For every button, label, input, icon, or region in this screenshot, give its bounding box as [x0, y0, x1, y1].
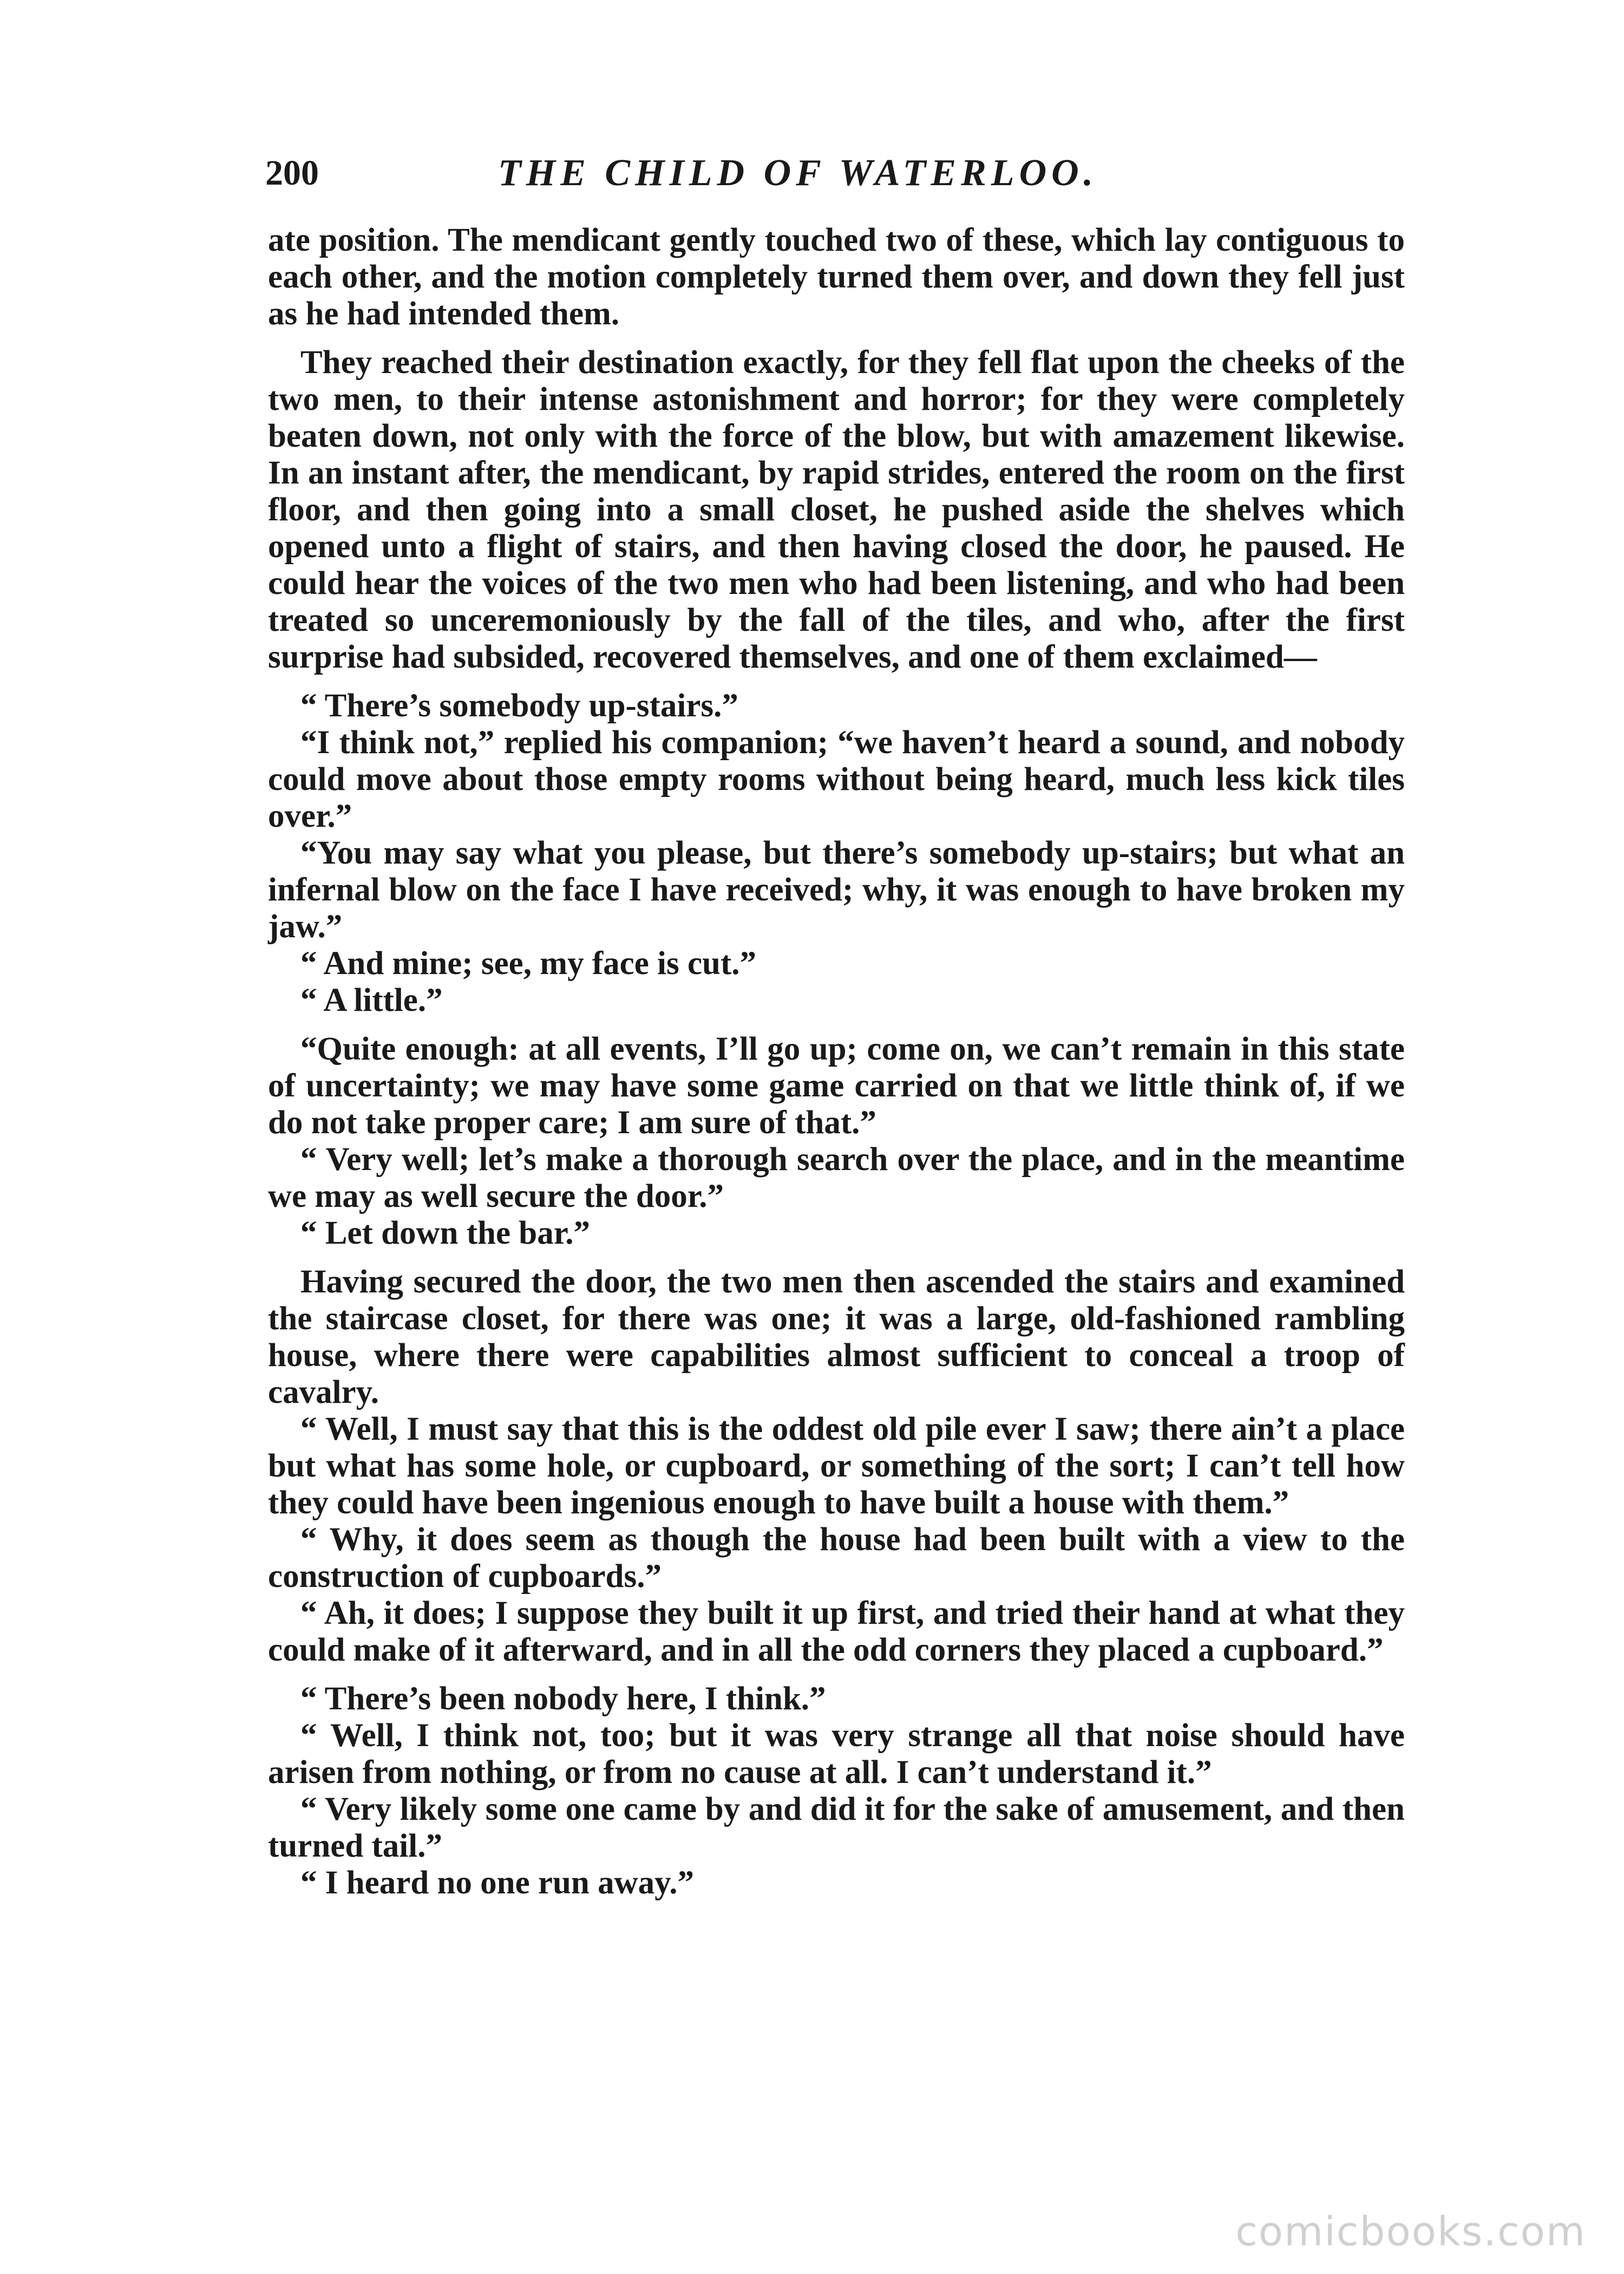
dialogue-line: “I think not,” replied his companion; “we haven’t heard a sound, and nobody could move about those empty rooms without being heard, much less kick tiles over.” — [268, 724, 1405, 834]
dialogue-line: “ Well, I think not, too; but it was very strange all that noise should have arisen from nothing, or from no cause at all. I can’t understand it.” — [268, 1717, 1405, 1791]
dialogue-line: “ Ah, it does; I suppose they built it up first, and tried their hand at what they could make of it afterward, and in all the odd corners they placed a cupboard.” — [268, 1595, 1405, 1668]
dialogue-line: “You may say what you please, but there’s somebody up-stairs; but what an infernal blow on the face I have received; why, it was enough to have broken my jaw.” — [268, 835, 1405, 945]
dialogue-line: “ Why, it does seem as though the house had been built with a view to the construction of cupboards.” — [268, 1521, 1405, 1595]
running-head — [265, 149, 1413, 198]
dialogue-line: “Quite enough: at all events, I’ll go up; come on, we can’t remain in this state of uncertainty; we may have some game carried on that we little think of, if we do not take proper care; I am sure of that.” — [268, 1031, 1405, 1141]
dialogue-line: “ Very well; let’s make a thorough search over the place, and in the meantime we may as well secure the door.” — [268, 1141, 1405, 1214]
site-watermark: comicbooks.com — [1235, 2208, 1586, 2255]
dialogue-line: “ There’s somebody up-stairs.” — [300, 688, 738, 724]
dialogue-line: “ Very likely some one came by and did it for the sake of amusement, and then turned tail.” — [268, 1791, 1405, 1864]
body-text — [268, 222, 1405, 1901]
dialogue-line: “ Well, I must say that this is the oddest old pile ever I saw; there ain’t a place but what has some hole, or cupboard, or something of the sort; I can’t tell how they could have been ingenious enough to have built a house with them.” — [268, 1411, 1405, 1521]
dialogue-line: “ Let down the bar.” — [300, 1215, 590, 1251]
paragraph: They reached their destination exactly, for they fell flat upon the cheeks of the two men, to their intense astonishment and horror; for they were completely beaten down, not only with the force of the blow, but with amazement likewise. In an instant after, the mendicant, by rapid strides, entered the room on the first floor, and then going into a small closet, he pushed aside the shelves which opened unto a flight of stairs, and then having closed the door, he paused. He could hear the voices of the two men who had been listening, and who had been treated so unceremoniously by the fall of the tiles, and who, after the first surprise had subsided, recovered themselves, and one of them exclaimed— — [268, 344, 1405, 675]
page-number: 200 — [265, 153, 319, 193]
paragraph: Having secured the door, the two men then ascended the stairs and examined the staircase closet, for there was one; it was a large, old-fashioned rambling house, where there were capabilities almost sufficient to conceal a troop of cavalry. — [268, 1264, 1405, 1410]
running-title: THE CHILD OF WATERLOO. — [498, 152, 1098, 194]
dialogue-line: “ I heard no one run away.” — [300, 1865, 695, 1901]
dialogue-line: “ And mine; see, my face is cut.” — [300, 945, 757, 982]
dialogue-line: “ There’s been nobody here, I think.” — [300, 1681, 826, 1717]
paragraph: ate position. The mendicant gently touched two of these, which lay contiguous to each other, and the motion completely turned them over, and down they fell just as he had intended them. — [268, 222, 1405, 332]
dialogue-line: “ A little.” — [300, 982, 443, 1018]
